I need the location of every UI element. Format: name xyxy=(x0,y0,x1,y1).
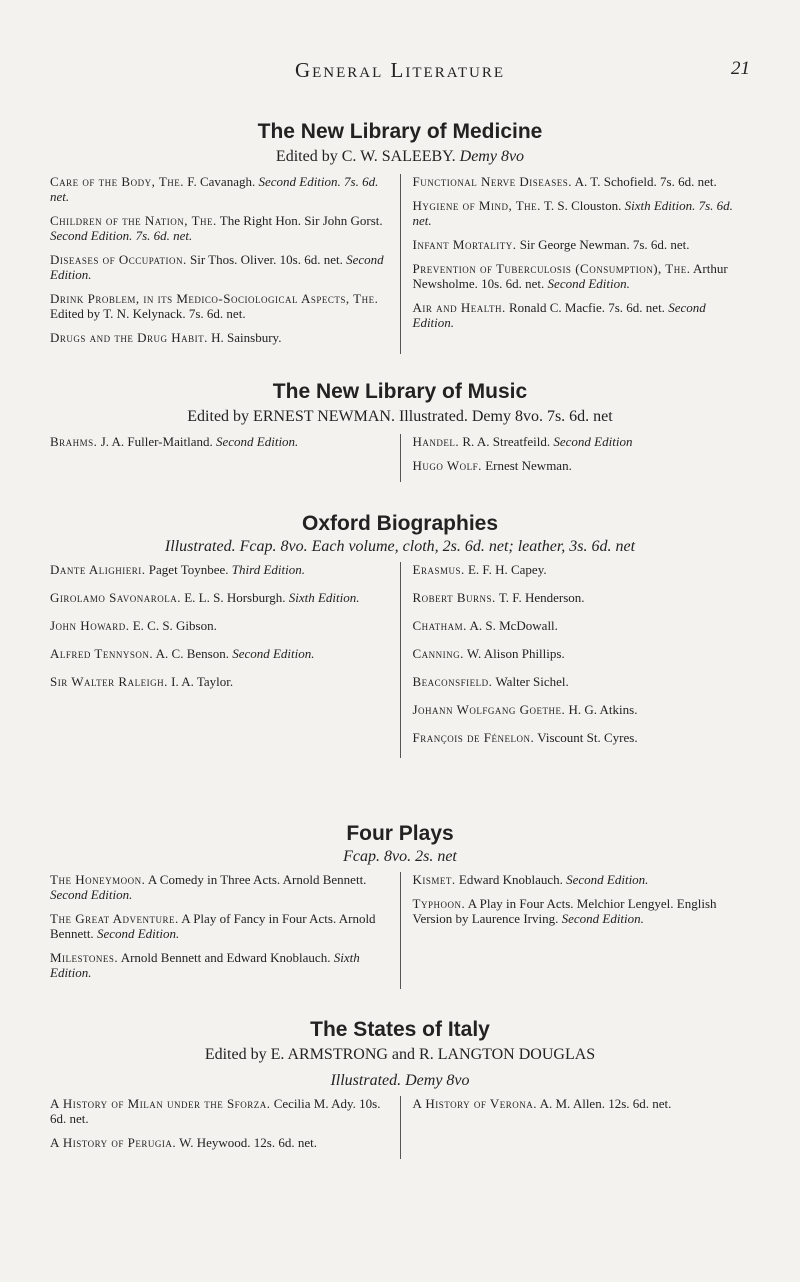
book-entry xyxy=(50,291,388,321)
book-author: A. C. Benson. xyxy=(153,646,229,661)
book-author: W. Heywood. 12s. 6d. net. xyxy=(176,1135,317,1150)
book-entry xyxy=(413,1096,751,1111)
book-note: Second Edition. xyxy=(412,300,706,330)
book-author: Ernest Newman. xyxy=(481,458,572,473)
page-number: 21 xyxy=(731,58,750,79)
book-entry xyxy=(50,674,388,689)
left-column xyxy=(50,562,401,758)
book-title: Prevention of Tuberculosis (Consumption), The. xyxy=(412,261,691,276)
book-entry xyxy=(413,198,751,228)
book-title: Care of the Body, The. xyxy=(50,174,185,189)
book-author: Sir Thos. Oliver. 10s. 6d. net. xyxy=(186,252,343,267)
book-author: Edited by T. N. Kelynack. 7s. 6d. net. xyxy=(50,306,246,321)
book-entry xyxy=(413,590,751,605)
book-entry xyxy=(50,911,388,941)
book-note: Second Edition. 7s. 6d. net. xyxy=(50,228,193,243)
book-entry xyxy=(50,646,388,661)
book-note: Second Edition. xyxy=(544,276,630,291)
book-entry xyxy=(413,618,751,633)
book-entry xyxy=(413,562,751,577)
book-entry xyxy=(50,618,388,633)
book-title: Beaconsfield. xyxy=(412,674,493,689)
left-column xyxy=(50,434,401,482)
book-author: A. T. Schofield. 7s. 6d. net. xyxy=(572,174,717,189)
running-head: General Literature xyxy=(294,58,506,82)
book-title: Johann Wolfgang Goethe. xyxy=(412,702,566,717)
book-author: Arthur Newsholme. 10s. 6d. net. xyxy=(412,261,728,291)
book-title: Kismet. xyxy=(412,872,456,887)
book-entry xyxy=(413,261,751,291)
left-column xyxy=(50,174,401,354)
book-note: Second Edition. xyxy=(562,872,649,887)
book-author: T. S. Clouston. xyxy=(540,198,622,213)
right-column xyxy=(401,434,751,482)
book-author: J. A. Fuller-Maitland. xyxy=(97,434,213,449)
book-title: Girolamo Savonarola. xyxy=(50,590,181,605)
section-title: The New Library of Medicine xyxy=(257,120,543,143)
book-entry xyxy=(50,434,388,449)
book-author: A Play of Fancy in Four Acts. Arnold Bennett. xyxy=(50,911,376,941)
section-format: Illustrated. Demy 8vo xyxy=(330,1072,470,1089)
left-column xyxy=(50,1096,401,1159)
book-author: R. A. Streatfeild. xyxy=(459,434,551,449)
book-title: Robert Burns. xyxy=(412,590,496,605)
book-author: A Comedy in Three Acts. Arnold Bennett. xyxy=(145,872,367,887)
book-entry xyxy=(50,252,388,282)
book-title: A History of Milan under the Sforza. xyxy=(50,1096,271,1111)
book-note: Second Edition. 7s. 6d. net. xyxy=(50,174,379,204)
book-title: A History of Verona. xyxy=(412,1096,538,1111)
section-subtitle: Edited by E. ARMSTRONG and R. LANGTON DOUGLAS xyxy=(204,1046,596,1063)
section-subtitle: Edited by ERNEST NEWMAN. Illustrated. Demy 8vo. 7s. 6d. net xyxy=(187,408,613,425)
book-entry xyxy=(413,174,751,189)
book-author: A. S. McDowall. xyxy=(466,618,558,633)
book-note: Sixth Edition. 7s. 6d. net. xyxy=(412,198,733,228)
section-music xyxy=(50,380,750,482)
book-entry xyxy=(50,1096,388,1126)
book-title: Functional Nerve Diseases. xyxy=(412,174,573,189)
book-entry xyxy=(413,702,751,717)
book-author: T. F. Henderson. xyxy=(495,590,585,605)
book-author: A. M. Allen. 12s. 6d. net. xyxy=(537,1096,672,1111)
book-author: H. Sainsbury. xyxy=(207,330,282,345)
book-title: Erasmus. xyxy=(412,562,465,577)
book-author: W. Alison Phillips. xyxy=(463,646,565,661)
book-entry xyxy=(50,872,388,902)
book-author: Ronald C. Macfie. 7s. 6d. net. xyxy=(505,300,665,315)
section-subtitle: Edited by C. W. SALEEBY. Demy 8vo xyxy=(275,148,525,165)
book-title: Canning. xyxy=(412,646,464,661)
book-title: Infant Mortality. xyxy=(412,237,517,252)
book-title: Sir Walter Raleigh. xyxy=(50,674,168,689)
book-title: Alfred Tennyson. xyxy=(50,646,154,661)
book-entry xyxy=(50,950,388,980)
book-author: Walter Sichel. xyxy=(492,674,569,689)
book-author: The Right Hon. Sir John Gorst. xyxy=(216,213,383,228)
book-title: Air and Health. xyxy=(412,300,506,315)
right-column xyxy=(401,1096,751,1159)
book-author: F. Cavanagh. xyxy=(184,174,256,189)
book-title: Children of the Nation, The. xyxy=(50,213,217,228)
book-title: Chatham. xyxy=(412,618,467,633)
book-entry xyxy=(50,1135,388,1150)
book-entry xyxy=(413,730,751,745)
book-author: Viscount St. Cyres. xyxy=(534,730,638,745)
book-entry xyxy=(413,646,751,661)
book-entry xyxy=(413,896,751,926)
book-entry xyxy=(50,590,388,605)
book-title: The Great Adventure. xyxy=(50,911,179,926)
book-entry xyxy=(413,458,751,473)
book-entry xyxy=(50,330,388,345)
book-note: Third Edition. xyxy=(228,562,305,577)
book-entry xyxy=(413,434,751,449)
section-title: The States of Italy xyxy=(310,1018,490,1041)
section-medicine xyxy=(50,120,750,354)
right-column xyxy=(401,872,751,989)
book-note: Sixth Edition. xyxy=(50,950,360,980)
book-author: E. F. H. Capey. xyxy=(464,562,547,577)
book-author: Arnold Bennett and Edward Knoblauch. xyxy=(118,950,331,965)
book-title: Diseases of Occupation. xyxy=(50,252,187,267)
book-note: Second Edition. xyxy=(50,887,133,902)
book-title: The Honeymoon. xyxy=(50,872,146,887)
book-title: Hygiene of Mind, The. xyxy=(412,198,541,213)
book-title: Hugo Wolf. xyxy=(412,458,482,473)
book-title: Dante Alighieri. xyxy=(50,562,146,577)
section-title: Oxford Biographies xyxy=(301,512,499,535)
section-plays xyxy=(50,822,750,989)
book-note: Second Edition. xyxy=(212,434,299,449)
left-column xyxy=(50,872,401,989)
book-note: Sixth Edition. xyxy=(285,590,360,605)
section-subtitle: Illustrated. Fcap. 8vo. Each volume, cloth, 2s. 6d. net; leather, 3s. 6d. net xyxy=(164,538,636,555)
section-biographies xyxy=(50,512,750,758)
book-author: I. A. Taylor. xyxy=(167,674,234,689)
book-title: A History of Perugia. xyxy=(50,1135,177,1150)
book-author: Cecilia M. Ady. 10s. 6d. net. xyxy=(50,1096,381,1126)
book-author: A Play in Four Acts. Melchior Lengyel. English Version by Laurence Irving. xyxy=(412,896,717,926)
book-title: Typhoon. xyxy=(412,896,466,911)
book-author: Edward Knoblauch. xyxy=(455,872,563,887)
book-author: E. C. S. Gibson. xyxy=(129,618,217,633)
book-title: Drink Problem, in its Medico-Sociological Aspects, The. xyxy=(50,291,379,306)
right-column xyxy=(401,174,751,354)
book-note: Second Edition. xyxy=(50,252,384,282)
book-note: Second Edition xyxy=(550,434,633,449)
section-title: Four Plays xyxy=(346,822,454,845)
book-entry xyxy=(50,562,388,577)
book-entry xyxy=(50,213,388,243)
book-title: Milestones. xyxy=(50,950,119,965)
book-author: Sir George Newman. 7s. 6d. net. xyxy=(516,237,690,252)
book-note: Second Edition. xyxy=(558,911,644,926)
section-italy xyxy=(50,1018,750,1159)
book-title: François de Fénelon. xyxy=(412,730,535,745)
right-column xyxy=(401,562,751,758)
book-title: Drugs and the Drug Habit. xyxy=(50,330,208,345)
book-title: Handel. xyxy=(412,434,460,449)
book-entry xyxy=(413,300,751,330)
book-entry xyxy=(413,674,751,689)
book-note: Second Edition. xyxy=(93,926,180,941)
section-subtitle: Fcap. 8vo. 2s. net xyxy=(343,848,457,865)
book-title: Brahms. xyxy=(50,434,98,449)
book-note: Second Edition. xyxy=(228,646,315,661)
book-author: E. L. S. Horsburgh. xyxy=(180,590,286,605)
book-entry xyxy=(413,872,751,887)
book-entry xyxy=(413,237,751,252)
book-entry xyxy=(50,174,388,204)
book-title: John Howard. xyxy=(50,618,130,633)
section-title: The New Library of Music xyxy=(272,380,528,403)
book-author: H. G. Atkins. xyxy=(565,702,638,717)
book-author: Paget Toynbee. xyxy=(145,562,229,577)
